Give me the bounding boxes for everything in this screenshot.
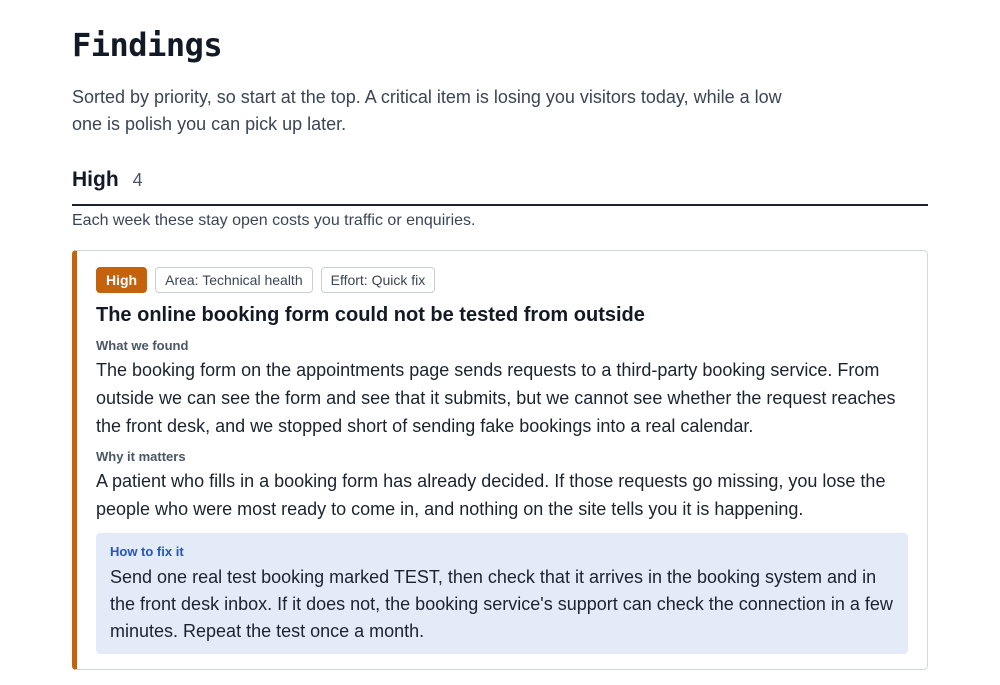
how-to-fix-label: How to fix it — [110, 544, 184, 559]
what-we-found-text: The booking form on the appointments page sends requests to a third-party booking service. From outside we can see the form and see that it submits, but we cannot see whether the request reaches the front desk, and we stopped short of sending fake bookings into a real calendar. — [96, 360, 896, 436]
section-title: High — [72, 168, 119, 191]
how-to-fix-box — [96, 533, 908, 654]
what-we-found-label: What we found — [96, 338, 189, 353]
finding-badges — [96, 267, 908, 293]
why-it-matters-label: Why it matters — [96, 449, 186, 464]
effort-badge: Effort: Quick fix — [321, 267, 436, 293]
area-badge: Area: Technical health — [155, 267, 313, 293]
severity-badge: High — [96, 267, 147, 293]
finding-title: The online booking form could not be tested from outside — [96, 304, 645, 326]
page-title: Findings — [72, 26, 223, 64]
why-it-matters-text: A patient who fills in a booking form has already decided. If those requests go missing, you lose the people who were most ready to come in, and nothing on the site tells you it is happening. — [96, 471, 886, 519]
section-description: Each week these stay open costs you traffic or enquiries. — [72, 212, 476, 229]
section-header-high — [72, 168, 928, 206]
finding-card — [72, 250, 928, 670]
page-intro: Sorted by priority, so start at the top. A critical item is losing you visitors today, while a low one is polish you can pick up later. — [72, 87, 782, 134]
how-to-fix-text: Send one real test booking marked TEST, then check that it arrives in the booking system and in the front desk inbox. If it does not, the booking service's support can check the connection in a few minutes. Repeat the test once a month. — [110, 567, 893, 641]
section-count: 4 — [132, 170, 143, 190]
